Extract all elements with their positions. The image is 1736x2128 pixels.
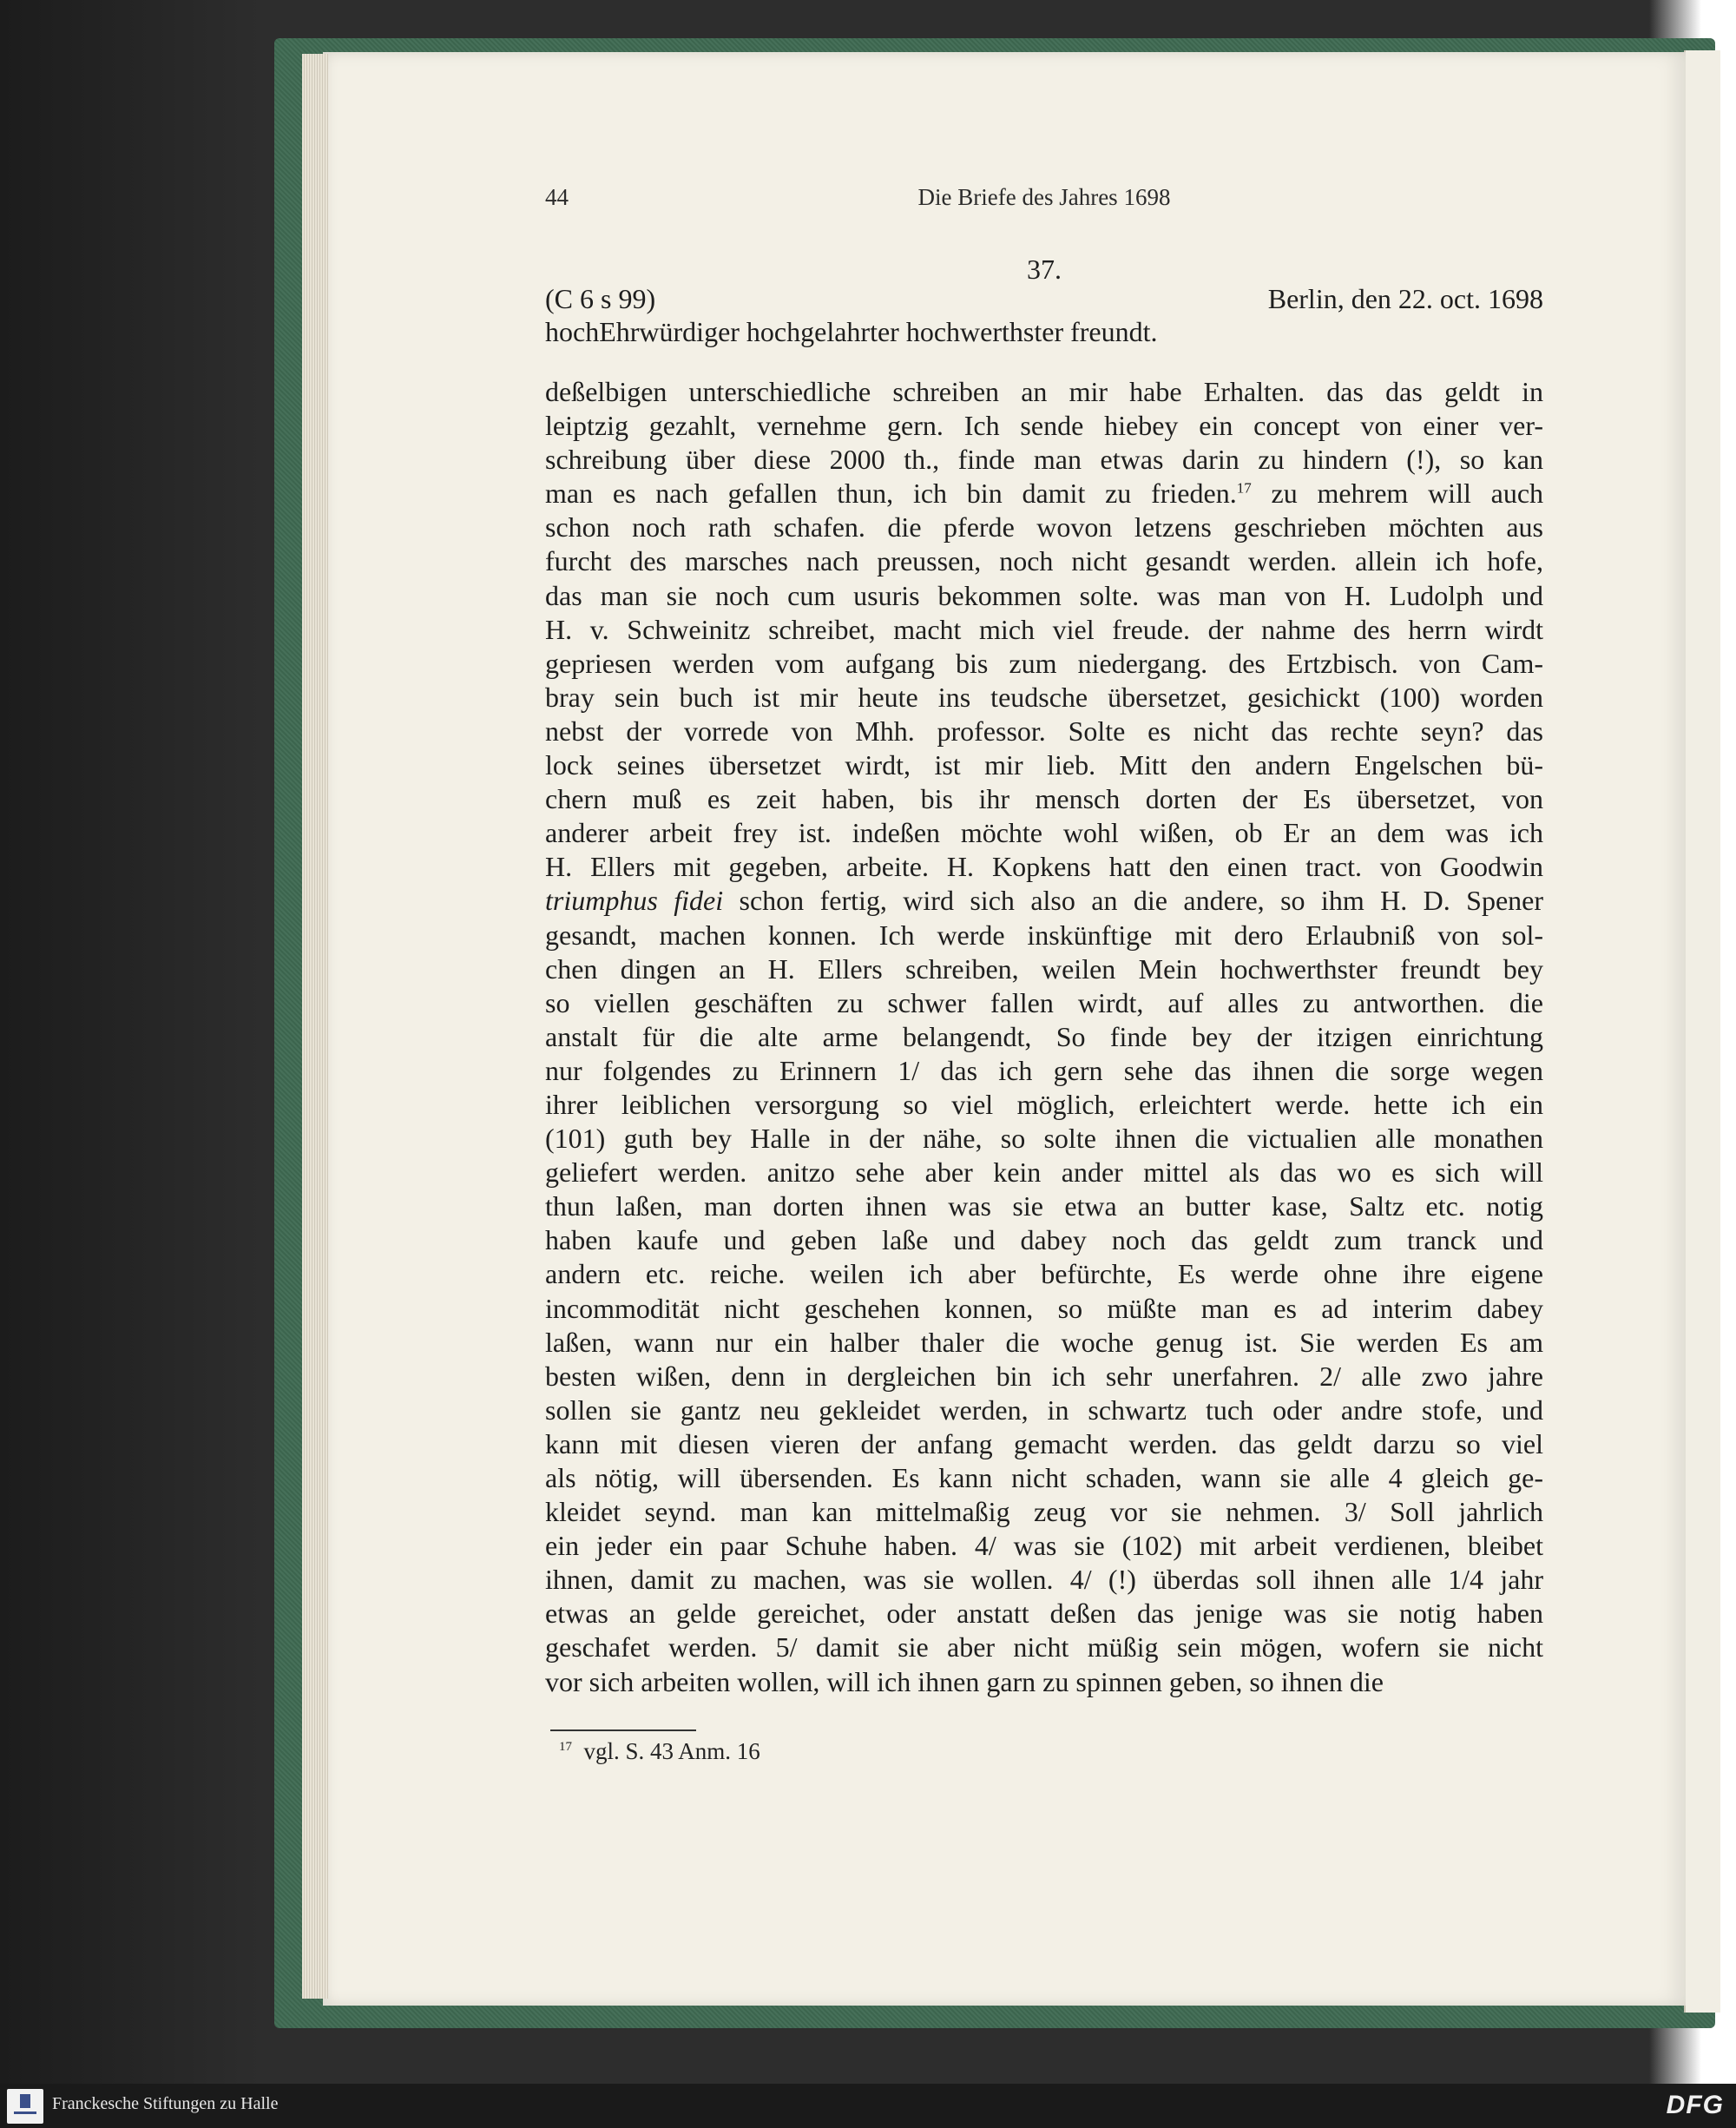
body-line: incommodität nicht geschehen konnen, so müßte man es ad interim dabey [545,1292,1543,1324]
body-line-text: schon fertig, wird sich also an die andere, so ihm H. D. Spener [739,885,1544,917]
body-line: chen dingen an H. Ellers schreiben, weilen Mein hochwerthster freundt bey [545,952,1543,985]
body-line-tail: zu mehrem will auch [1271,478,1544,510]
body-line: anderer arbeit frey ist. indeßen möchte wohl wißen, ob Er an dem was ich [545,817,1543,849]
footnote-text: vgl. S. 43 Anm. 16 [583,1738,760,1764]
page-number: 44 [545,184,569,210]
dfg-logo: DFG [1666,2091,1724,2119]
body-line: das man sie noch cum usuris bekommen solte. was man von H. Ludolph und [545,579,1543,611]
body-line: leiptzig gezahlt, vernehme gern. Ich sende hiebey ein concept von einer ver- [545,410,1543,442]
body-line-text: man es nach gefallen thun, ich bin damit zu frieden. [545,478,1237,510]
body-line: vor sich arbeiten wollen, will ich ihnen garn zu spinnen geben, so ihnen die [545,1665,1384,1697]
body-line: schreibung über diese 2000 th., finde man etwas darin zu hindern (!), so kan [545,444,1543,476]
body-line: ihrer leiblichen versorgung so viel möglich, erleichtert werde. hette ich ein [545,1088,1543,1120]
body-line: als nötig, will übersenden. Es kann nicht schaden, wann sie alle 4 gleich ge- [545,1462,1543,1493]
footnote-rule [550,1729,696,1731]
body-line: lock seines übersetzet wirdt, ist mir lieb. Mitt den andern Engelschen bü- [545,749,1543,781]
body-line: laßen, wann nur ein halber thaler die woche genug ist. Sie werden Es am [545,1326,1543,1358]
body-line: H. v. Schweinitz schreibet, macht mich viel freude. der nahme des herrn wirdt [545,613,1543,645]
body-line: geliefert werden. anitzo sehe aber kein ander mittel als das wo es sich will [545,1156,1543,1189]
body-line: andern etc. reiche. weilen ich aber befürchte, Es werde ohne ihre eigene [545,1258,1543,1290]
running-head [545,184,1543,219]
body-line: furcht des marsches nach preussen, noch nicht gesandt werden. allein ich hofe, [545,545,1543,577]
italic-title: triumphus fidei [545,885,724,917]
body-line: nebst der vorrede von Mhh. professor. Solte es nicht das rechte seyn? das [545,715,1543,747]
body-line: kleidet seynd. man kan mittelmaßig zeug vor sie nehmen. 3/ Soll jahrlich [545,1496,1543,1528]
footnote-marker: 17 [1236,479,1252,497]
body-line: gepriesen werden vom aufgang bis zum niedergang. des Ertzbisch. von Cam- [545,647,1543,679]
body-line: deßelbigen unterschiedliche schreiben an mir habe Erhalten. das das geldt in [545,376,1543,407]
body-line: (101) guth bey Halle in der nähe, so solte ihnen die victualien alle monathen [545,1123,1543,1155]
body-line: kann mit diesen vieren der anfang gemacht werden. das geldt darzu so viel [545,1427,1543,1459]
institution-name: Franckesche Stiftungen zu Halle [52,2094,279,2113]
body-line: gesandt, machen konnen. Ich werde inskünftige mit dero Erlaubniß von sol- [545,919,1543,951]
body-line: besten wißen, denn in dergleichen bin ich sehr unerfahren. 2/ alle zwo jahre [545,1360,1543,1392]
running-title: Die Briefe des Jahres 1698 [917,184,1171,210]
body-line: haben kaufe und geben laße und dabey noch das geldt zum tranck und [545,1224,1543,1256]
body-line: so viellen geschäften zu schwer fallen wirdt, auf alles zu antworthen. die [545,986,1543,1018]
page-edges [302,54,328,1999]
body-line: ein jeder ein paar Schuhe haben. 4/ was sie (102) mit arbeit verdienen, bleibet [545,1530,1543,1562]
body-line: H. Ellers mit gegeben, arbeite. H. Kopkens hatt den einen tract. von Goodwin [545,851,1543,883]
body-line-with-italic [545,884,1543,918]
body-line: anstalt für die alte arme belangendt, So finde bey der itzigen einrichtung [545,1020,1543,1052]
institution-logo-icon [7,2089,43,2124]
letter-place-date: Berlin, den 22. oct. 1698 [1267,283,1543,314]
letter-salutation: hochEhrwürdiger hochgelahrter hochwerthster freundt. [545,316,1158,347]
body-line: sollen sie gantz neu gekleidet werden, in schwartz tuch oder andre stofe, und [545,1393,1543,1426]
body-line-with-note [545,477,1543,511]
body-line: nur folgendes zu Erinnern 1/ das ich gern sehe das ihnen die sorge wegen [545,1054,1543,1086]
letter-number: 37. [1027,254,1062,285]
facing-page-edge [1684,50,1720,2013]
body-line: ihnen, damit zu machen, was sie wollen. 4/ (!) überdas soll ihnen alle 1/4 jahr [545,1564,1543,1596]
body-line: thun laßen, man dorten ihnen was sie etwa an butter kase, Saltz etc. notig [545,1190,1543,1222]
body-line: schon noch rath schafen. die pferde wovon letzens geschrieben möchten aus [545,511,1543,544]
body-line: chern muß es zeit haben, bis ihr mensch dorten der Es übersetzet, von [545,783,1543,815]
body-line: etwas an gelde gereichet, oder anstatt deßen das jenige was sie notig haben [545,1598,1543,1630]
footnote [559,1738,760,1765]
letter-reference: (C 6 s 99) [545,283,656,314]
body-line: bray sein buch ist mir heute ins teudsche übersetzet, gesichickt (100) worden [545,681,1543,713]
footnote-number: 17 [559,1740,572,1754]
body-line: geschafet werden. 5/ damit sie aber nicht müßig sein mögen, wofern sie nicht [545,1631,1543,1664]
letter-body [545,375,1543,1699]
